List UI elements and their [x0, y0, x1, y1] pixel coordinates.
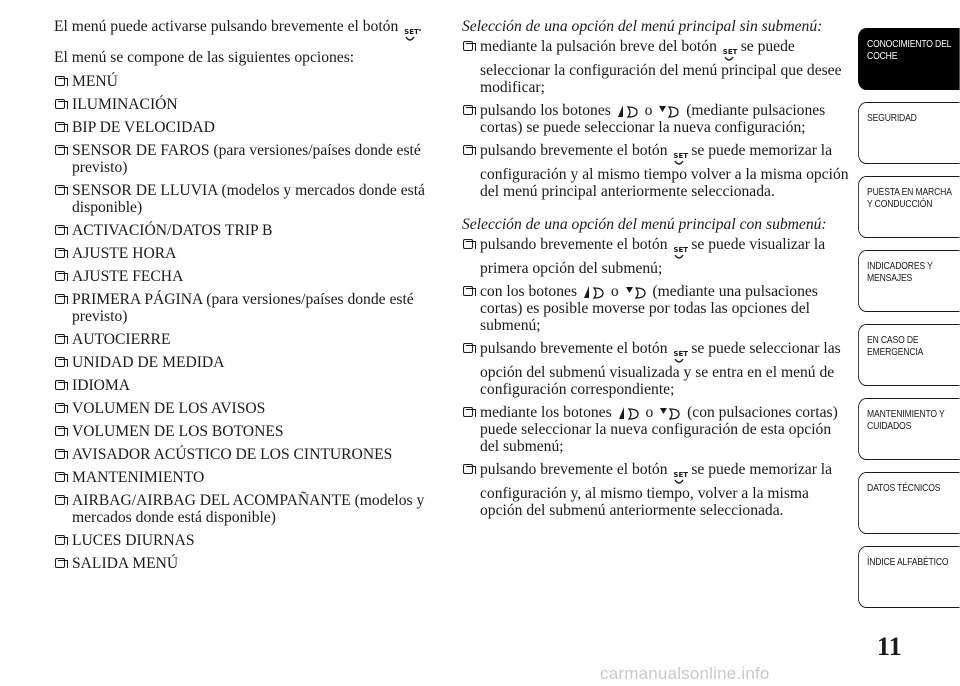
- list-item: MANTENIMIENTO: [54, 469, 439, 486]
- up-button-icon: [583, 285, 605, 299]
- list-item: ILUMINACIÓN: [54, 96, 439, 113]
- checkbox-bullet-icon: [463, 407, 473, 417]
- checkbox-bullet-icon: [463, 105, 473, 115]
- left-column: [54, 18, 439, 578]
- checkbox-bullet-icon: [463, 41, 473, 51]
- checkbox-bullet-icon: [55, 426, 65, 436]
- list-item: ACTIVACIÓN/DATOS TRIP B: [54, 222, 439, 239]
- list-item: MENÚ: [54, 73, 439, 90]
- list-item: SENSOR DE FAROS (para versiones/países donde esté previsto): [54, 142, 439, 176]
- checkbox-bullet-icon: [55, 145, 65, 155]
- compose-paragraph: El menú se compone de las siguientes opciones:: [54, 49, 355, 66]
- tab-indice-alfabetico[interactable]: ÍNDICE ALFABÉTICO: [858, 546, 960, 608]
- list-item: pulsando brevemente el botón SET se puede memorizar la configuración y, al mismo tiempo, volver a la misma opción del submenú anteriormente seleccionada.: [462, 461, 852, 519]
- checkbox-bullet-icon: [55, 472, 65, 482]
- down-button-icon: [625, 285, 647, 299]
- list-item: pulsando brevemente el botón SET se puede seleccionar las opción del submenú visualizada y se entra en el menú de configuración correspondiente;: [462, 340, 852, 398]
- checkbox-bullet-icon: [463, 239, 473, 249]
- checkbox-bullet-icon: [55, 380, 65, 390]
- up-button-icon: [617, 104, 639, 118]
- right-column: [462, 18, 852, 525]
- list-item: pulsando los botones o (mediante pulsaciones cortas) se puede seleccionar la nueva configuración;: [462, 102, 852, 136]
- checkbox-bullet-icon: [55, 185, 65, 195]
- list-item: SALIDA MENÚ: [54, 555, 439, 572]
- checkbox-bullet-icon: [55, 535, 65, 545]
- intro-paragraph: El menú puede activarse pulsando brevemente el botón SET .: [54, 18, 439, 42]
- list-item: UNIDAD DE MEDIDA: [54, 354, 439, 371]
- tab-conocimiento-del-coche[interactable]: CONOCIMIENTO DEL COCHE: [858, 28, 960, 90]
- list-item: pulsando brevemente el botón SET se puede memorizar la configuración y al mismo tiempo volver a la misma opción del menú principal anteriormente seleccionada.: [462, 142, 852, 200]
- checkbox-bullet-icon: [55, 99, 65, 109]
- checkbox-bullet-icon: [55, 495, 65, 505]
- tab-indicadores-y-mensajes[interactable]: INDICADORES Y MENSAJES: [858, 250, 960, 312]
- checkbox-bullet-icon: [55, 334, 65, 344]
- down-button-icon: [658, 104, 680, 118]
- list-item: AIRBAG/AIRBAG DEL ACOMPAÑANTE (modelos y mercados donde está disponible): [54, 492, 439, 526]
- checkbox-bullet-icon: [463, 145, 473, 155]
- list-item: mediante los botones o (con pulsaciones cortas) puede seleccionar la nueva configuración de esta opción del submenú;: [462, 404, 852, 455]
- checkbox-bullet-icon: [55, 403, 65, 413]
- tab-puesta-en-marcha[interactable]: PUESTA EN MARCHA Y CONDUCCIÓN: [858, 176, 960, 238]
- list-item: AVISADOR ACÚSTICO DE LOS CINTURONES: [54, 446, 439, 463]
- list-item: mediante la pulsación breve del botón SET se puede seleccionar la configuración del menú principal que desee modificar;: [462, 38, 852, 96]
- checkbox-bullet-icon: [463, 464, 473, 474]
- checkbox-bullet-icon: [463, 286, 473, 296]
- checkbox-bullet-icon: [55, 271, 65, 281]
- watermark: carmanualsonline.info: [600, 664, 770, 683]
- set-button-icon: SET: [723, 49, 735, 62]
- set-button-icon: SET: [673, 351, 685, 364]
- checkbox-bullet-icon: [55, 294, 65, 304]
- list-item: VOLUMEN DE LOS AVISOS: [54, 400, 439, 417]
- checkbox-bullet-icon: [55, 248, 65, 258]
- tab-seguridad[interactable]: SEGURIDAD: [858, 102, 960, 164]
- list-item: LUCES DIURNAS: [54, 532, 439, 549]
- tab-en-caso-de-emergencia[interactable]: EN CASO DE EMERGENCIA: [858, 324, 960, 386]
- list-item: con los botones o (mediante una pulsaciones cortas) es posible moverse por todas las opciones del submenú;: [462, 283, 852, 334]
- section-list-without-submenu: [462, 38, 852, 200]
- checkbox-bullet-icon: [55, 225, 65, 235]
- list-item: AJUSTE FECHA: [54, 268, 439, 285]
- set-button-icon: SET: [673, 153, 685, 166]
- checkbox-bullet-icon: [463, 343, 473, 353]
- checkbox-bullet-icon: [55, 558, 65, 568]
- up-button-icon: [618, 406, 640, 420]
- list-item: AUTOCIERRE: [54, 331, 439, 348]
- list-item: VOLUMEN DE LOS BOTONES: [54, 423, 439, 440]
- tab-datos-tecnicos[interactable]: DATOS TÉCNICOS: [858, 472, 960, 534]
- set-button-icon: SET: [673, 247, 685, 260]
- list-item: BIP DE VELOCIDAD: [54, 119, 439, 136]
- checkbox-bullet-icon: [55, 76, 65, 86]
- checkbox-bullet-icon: [55, 122, 65, 132]
- chapter-tabs: [858, 28, 960, 620]
- section-title-without-submenu: Selección de una opción del menú principal sin submenú:: [462, 18, 823, 35]
- tab-mantenimiento-y-cuidados[interactable]: MANTENIMIENTO Y CUIDADOS: [858, 398, 960, 460]
- list-item: IDIOMA: [54, 377, 439, 394]
- list-item: PRIMERA PÁGINA (para versiones/países donde esté previsto): [54, 291, 439, 325]
- section-title-with-submenu: Selección de una opción del menú principal con submenú:: [462, 216, 827, 233]
- page-number: 11: [877, 632, 902, 661]
- set-button-icon: SET: [404, 29, 416, 42]
- list-item: AJUSTE HORA: [54, 245, 439, 262]
- checkbox-bullet-icon: [55, 449, 65, 459]
- list-item: pulsando brevemente el botón SET se puede visualizar la primera opción del submenú;: [462, 236, 852, 277]
- set-button-icon: SET: [673, 472, 685, 485]
- list-item: SENSOR DE LLUVIA (modelos y mercados donde está disponible): [54, 182, 439, 216]
- down-button-icon: [659, 406, 681, 420]
- section-list-with-submenu: [462, 236, 852, 519]
- menu-options-list: [54, 73, 439, 572]
- checkbox-bullet-icon: [55, 357, 65, 367]
